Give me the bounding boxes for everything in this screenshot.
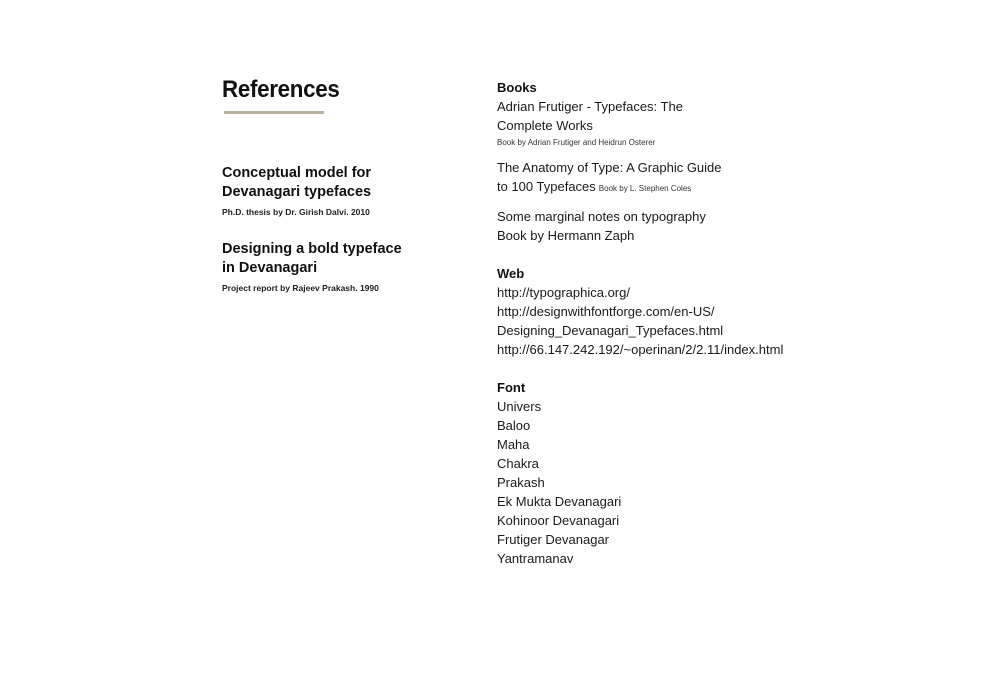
font-item: Chakra bbox=[497, 456, 539, 471]
web-link[interactable]: http://typographica.org/ bbox=[497, 285, 630, 300]
book-title-line bbox=[497, 177, 817, 198]
book-author: Book by Adrian Frutiger and Heidrun Osterer bbox=[497, 138, 656, 147]
reference-title-line: in Devanagari bbox=[222, 260, 318, 276]
reference-title bbox=[222, 240, 422, 278]
spacer bbox=[497, 359, 817, 378]
book-entry bbox=[497, 158, 817, 198]
font-item: Ek Mukta Devanagari bbox=[497, 494, 622, 509]
font-item: Maha bbox=[497, 437, 530, 452]
spacer bbox=[497, 254, 817, 264]
title-underline bbox=[224, 111, 324, 114]
reference-meta: Ph.D. thesis by Dr. Girish Dalvi. 2010 bbox=[222, 207, 370, 217]
book-title-line: Complete Works bbox=[497, 118, 593, 133]
font-list bbox=[497, 397, 817, 568]
book-author: Book by Hermann Zaph bbox=[497, 228, 635, 243]
page-title: References bbox=[222, 76, 340, 103]
book-author: Book by L. Stephen Coles bbox=[598, 184, 692, 193]
font-item: Kohinoor Devanagari bbox=[497, 513, 620, 528]
reference-title-line: Devanagari typefaces bbox=[222, 184, 372, 200]
font-item: Prakash bbox=[497, 475, 545, 490]
font-item: Baloo bbox=[497, 418, 531, 433]
web-link[interactable]: http://designwithfontforge.com/en-US/ bbox=[497, 304, 715, 319]
right-column bbox=[497, 78, 817, 568]
book-title-line: The Anatomy of Type: A Graphic Guide bbox=[497, 160, 722, 175]
reference-title bbox=[222, 164, 422, 202]
reference-entry bbox=[222, 240, 422, 293]
reference-title-line: Conceptual model for bbox=[222, 165, 372, 181]
font-heading: Font bbox=[497, 380, 526, 395]
web-heading: Web bbox=[497, 266, 525, 281]
reference-title-line: Designing a bold typeface bbox=[222, 241, 402, 257]
font-item: Frutiger Devanagar bbox=[497, 532, 609, 547]
web-link[interactable]: Designing_Devanagari_Typefaces.html bbox=[497, 323, 724, 338]
font-item: Univers bbox=[497, 399, 542, 414]
reference-meta: Project report by Rajeev Prakash. 1990 bbox=[222, 283, 379, 293]
book-title-line: Some marginal notes on typography bbox=[497, 209, 706, 224]
book-entry bbox=[497, 97, 817, 149]
reference-entry bbox=[222, 164, 422, 217]
font-item: Yantramanav bbox=[497, 551, 574, 566]
book-title-line: Adrian Frutiger - Typefaces: The bbox=[497, 99, 683, 114]
book-title-line-text: to 100 Typefaces bbox=[497, 179, 596, 194]
book-entry bbox=[497, 207, 817, 245]
web-link[interactable]: http://66.147.242.192/~operinan/2/2.11/index.html bbox=[497, 342, 784, 357]
books-heading: Books bbox=[497, 80, 537, 95]
